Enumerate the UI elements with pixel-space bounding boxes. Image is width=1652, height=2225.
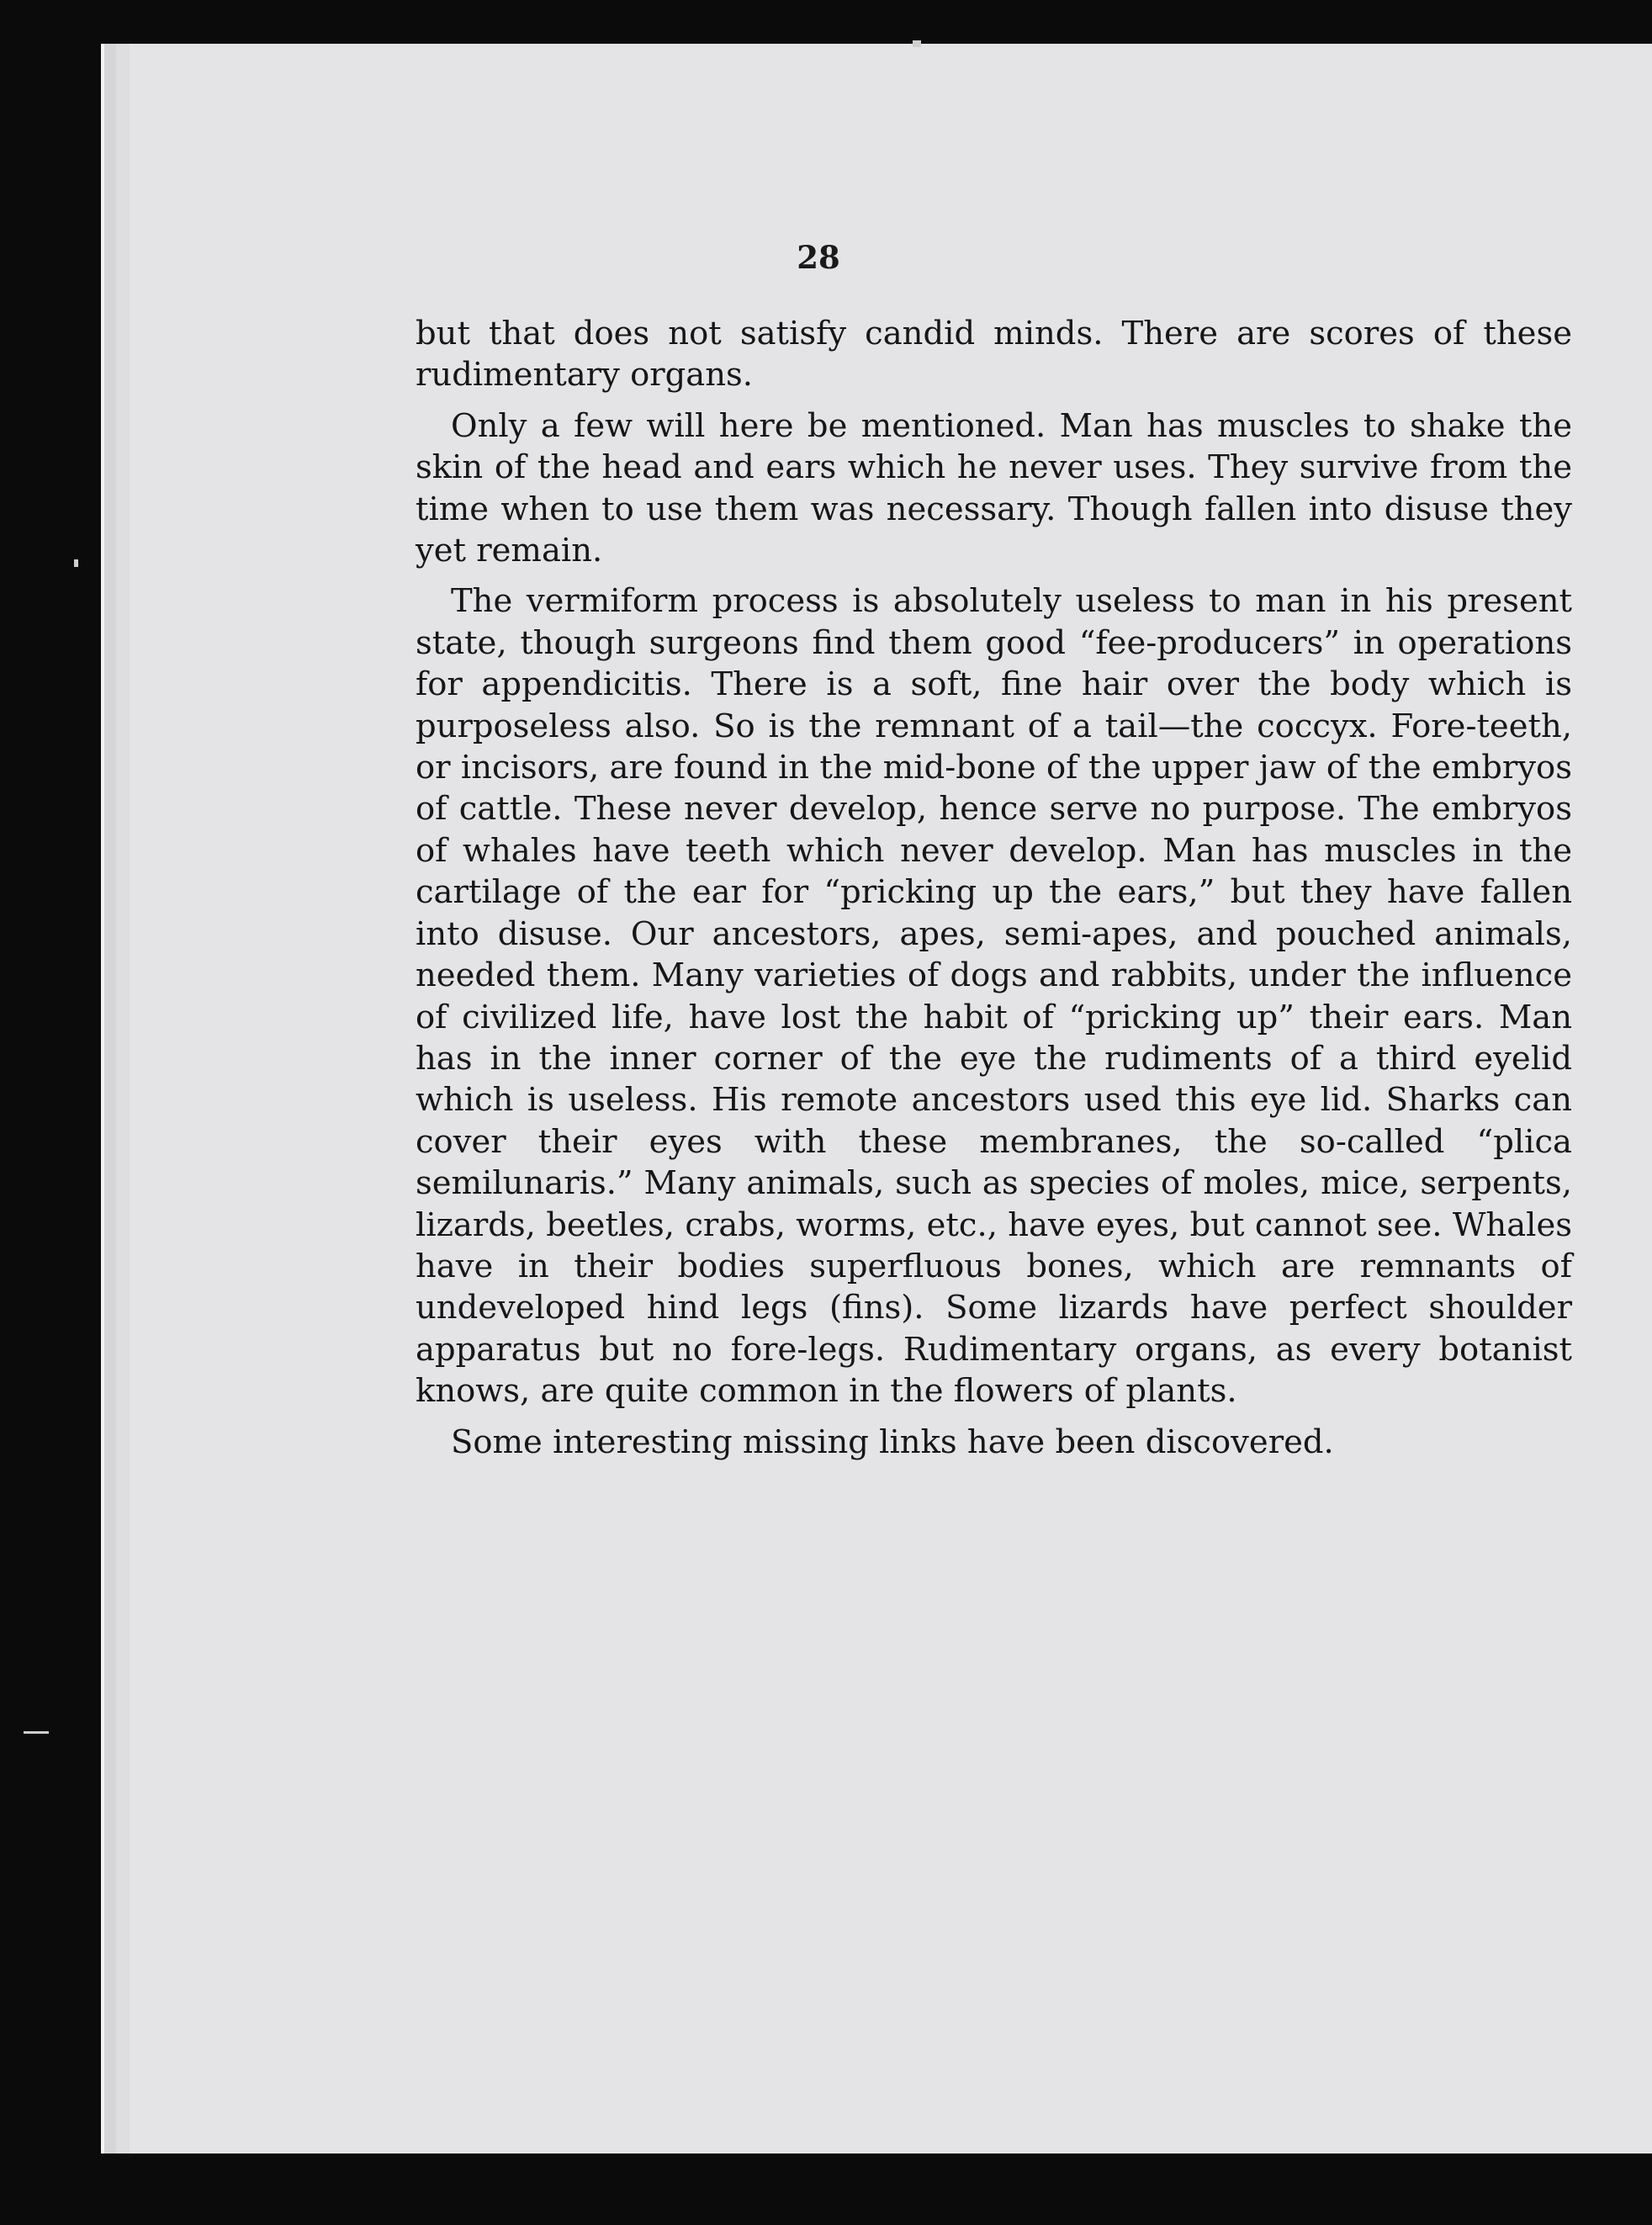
paragraph-3: The vermiform process is absolutely useless to man in his present state, though surgeons find them good “fee-producers” in operations for appendicitis. There is a soft, fine hair over the body which is purposeless also. So is the remnant of a tail—the coccyx. Fore-teeth, or incisors, are found in the mid-bone of the upper jaw of the embryos of cattle. These never develop, hence serve no purpose. The embryos of whales have teeth which never develop. Man has muscles in the cartilage of the ear for “pricking up the ears,” but they have fallen into disuse. Our ancestors, apes, semi-apes, and pouched animals, needed them. Many varieties of dogs and rabbits, under the influence of civilized life, have lost the habit of “pricking up” their ears. Man has in the inner corner of the eye the rudiments of a third eyelid which is useless. His remote ancestors used this eye lid. Sharks can cover their eyes with these membranes, the so-called “plica semilunaris.” Many animals, such as species of moles, mice, serpents, lizards, beetles, crabs, worms, etc., have eyes, but cannot see. Whales have in their bodies superfluous bones, which are remnants of undeveloped hind legs (fins). Some lizards have perfect shoulder apparatus but no fore-legs. Rudimentary organs, as every botanist knows, are quite common in the flowers of plants.: [416, 582, 1572, 1411]
scan-speck: [913, 40, 921, 47]
paragraph-1: but that does not satisfy candid minds. There are scores of these rudimentary organs.: [416, 315, 1572, 395]
body-text: [416, 313, 1572, 1472]
paragraph-4: Some interesting missing links have been discovered.: [451, 1422, 1334, 1461]
book-page: [101, 44, 1652, 2153]
scan-speck: [74, 559, 78, 567]
page-number: 28: [797, 239, 840, 276]
paragraph-2: Only a few will here be mentioned. Man has muscles to shake the skin of the head and ears which he never uses. They survive from the time when to use them was necessary. Though fallen into disuse they yet remain.: [416, 406, 1572, 570]
scan-speck: [24, 1731, 49, 1734]
